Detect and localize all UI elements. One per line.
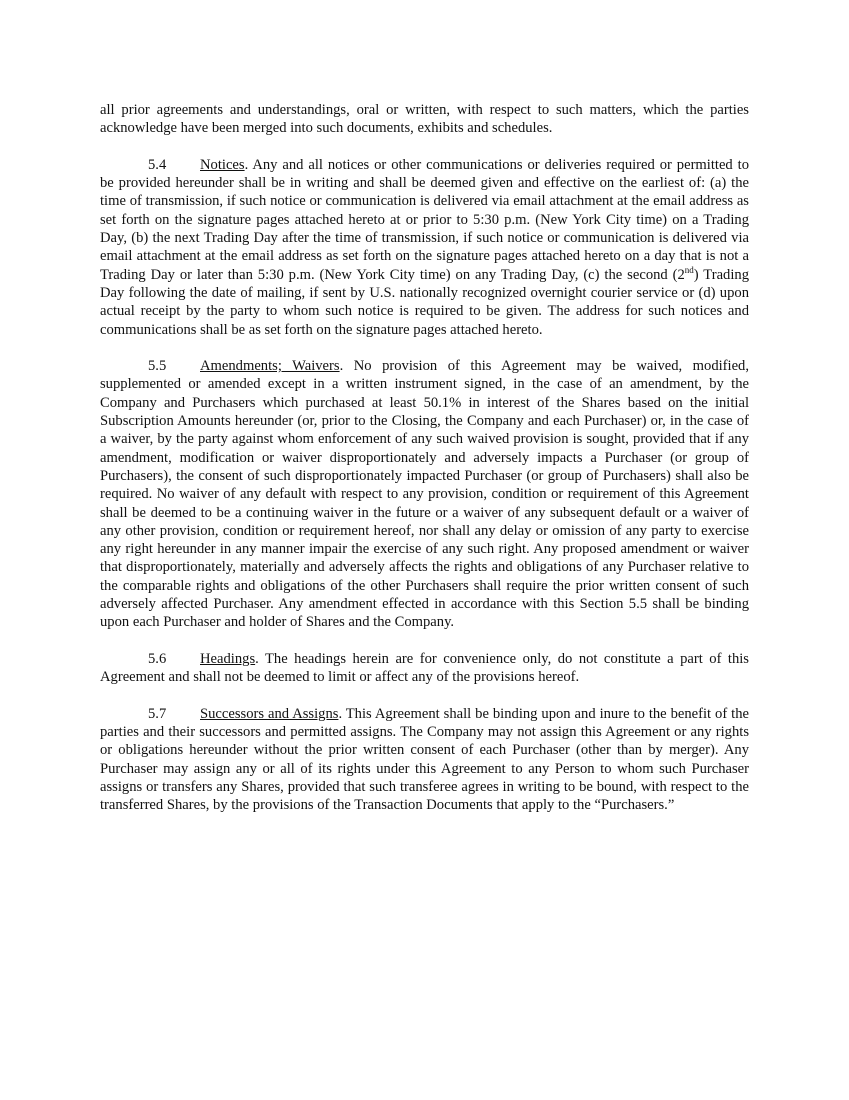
section-number: 5.6 bbox=[148, 650, 167, 667]
section-heading: Notices bbox=[200, 156, 245, 173]
section-number: 5.4 bbox=[148, 156, 167, 173]
ordinal-superscript: nd bbox=[684, 264, 694, 275]
document-page bbox=[100, 101, 749, 833]
section-5-4-notices bbox=[100, 156, 749, 339]
section-heading: Amendments; Waivers bbox=[200, 358, 340, 375]
section-body: . Any and all notices or other communications or deliveries required or permitted to be provided hereunder shall be in writing and shall be deemed given and effective on the earliest of: (a) the time of transmission, if such notice or communication is delivered via email attachment at the email address as set forth on the signature pages attached hereto at or prior to 5:30 p.m. (New York City time) on a Trading Day, (b) the next Trading Day after the time of transmission, if such notice or communication is delivered via email attachment at the email address as set forth on the signature pages attached hereto on a day that is not a Trading Day or later than 5:30 p.m. (New York City time) on any Trading Day, (c) the second (2 bbox=[100, 156, 749, 283]
section-5-6-headings bbox=[100, 650, 749, 687]
intro-paragraph: all prior agreements and understandings, oral or written, with respect to such matters, which the parties acknowledge have been merged into such documents, exhibits and schedules. bbox=[100, 102, 749, 137]
section-5-5-amendments-waivers bbox=[100, 357, 749, 631]
section-body-continued: ) Trading Day following the date of mailing, if sent by U.S. nationally recognized overnight courier service or (d) upon actual receipt by the party to whom such notice is required to be given. The address for such notices and communications shall be as set forth on the signature pages attached hereto. bbox=[100, 266, 749, 338]
section-body: . No provision of this Agreement may be waived, modified, supplemented or amended except in a written instrument signed, in the case of an amendment, by the Company and Purchasers which purchased at least 50.1% in interest of the Shares based on the initial Subscription Amounts hereunder (or, prior to the Closing, the Company and each Purchaser) or, in the case of a waiver, by the party against whom enforcement of any such waived provision is sought, provided that if any amendment, modification or waiver disproportionately and adversely impacts a Purchaser (or group of Purchasers), the consent of such disproportionately impacted Purchaser (or group of Purchasers) shall also be required. No waiver of any default with respect to any provision, condition or requirement of this Agreement shall be deemed to be a continuing waiver in the future or a waiver of any subsequent default or a waiver of any other provision, condition or requirement hereof, nor shall any delay or omission of any party to exercise any right hereunder in any manner impair the exercise of any such right. Any proposed amendment or waiver that disproportionately, materially and adversely affects the rights and obligations of any Purchaser relative to the comparable rights and obligations of the other Purchasers shall require the prior written consent of such adversely affected Purchaser. Any amendment effected in accordance with this Section 5.5 shall be binding upon each Purchaser and holder of Shares and the Company. bbox=[100, 358, 750, 631]
section-body: . The headings herein are for convenience only, do not constitute a part of this Agreement and shall not be deemed to limit or affect any of the provisions hereof. bbox=[100, 650, 749, 686]
section-number: 5.7 bbox=[148, 705, 167, 722]
section-body: . This Agreement shall be binding upon and inure to the benefit of the parties and their successors and permitted assigns. The Company may not assign this Agreement or any rights or obligations hereunder without the prior written consent of each Purchaser (other than by merger). Any Purchaser may assign any or all of its rights under this Agreement to any Person to whom such Purchaser assigns or transfers any Shares, provided that such transferee agrees in writing to be bound, with respect to the transferred Shares, by the provisions of the Transaction Documents that apply to the “Purchasers.” bbox=[100, 705, 749, 814]
section-heading: Successors and Assigns bbox=[200, 705, 339, 722]
section-heading: Headings bbox=[200, 650, 256, 667]
section-5-7-successors-assigns bbox=[100, 705, 749, 815]
section-number: 5.5 bbox=[148, 358, 167, 375]
